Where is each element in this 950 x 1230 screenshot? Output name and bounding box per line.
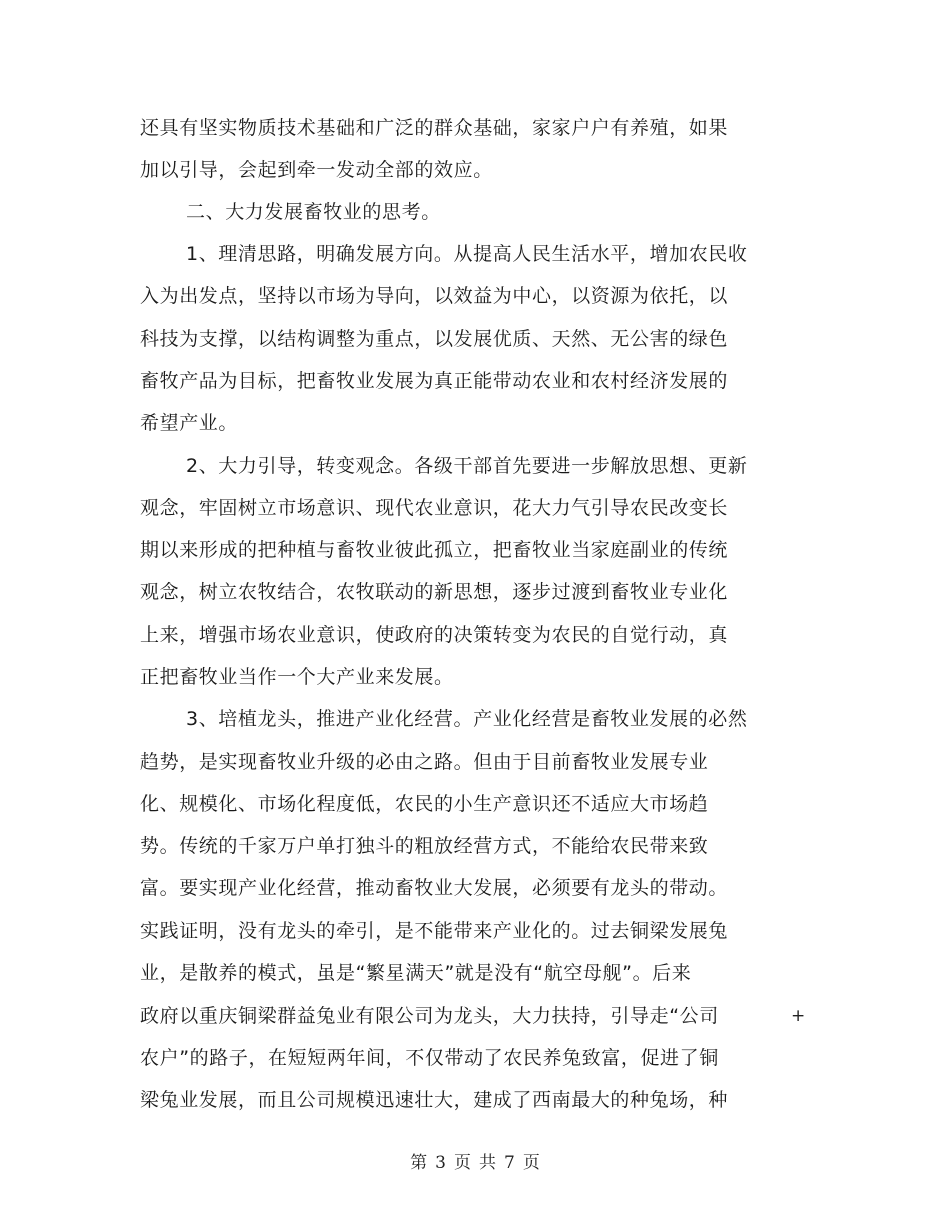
text-line: 实践证明，没有龙头的牵引，是不能带来产业化的。过去铜梁发展兔 [140,920,729,942]
text-line: 2、大力引导，转变观念。各级干部首先要进一步解放思想、更新 [186,455,748,477]
page-footer [0,1152,950,1174]
text-line: 政府以重庆铜梁群益兔业有限公司为龙头，大力扶持，引导走“公司 [140,1005,719,1027]
text-line: 科技为支撑，以结构调整为重点，以发展优质、天然、无公害的绿色 [140,328,729,350]
text-line: 加以引导，会起到牵一发动全部的效应。 [140,159,493,181]
text-line: 农户”的路子，在短短两年间，不仅带动了农民养兔致富，促进了铜 [140,1047,719,1069]
text-line: 还具有坚实物质技术基础和广泛的群众基础，家家户户有养殖，如果 [140,117,729,139]
text-line: 业，是散养的模式，虽是“繁星满天”就是没有“航空母舰”。后来 [140,962,692,984]
text-line: 上来，增强市场农业意识，使政府的决策转变为农民的自觉行动，真 [140,624,729,646]
footer-current-page: 3 [435,1153,446,1173]
text-line: 3、培植龙头，推进产业化经营。产业化经营是畜牧业发展的必然 [186,708,748,730]
text-line: 1、理清思路，明确发展方向。从提高人民生活水平，增加农民收 [186,243,748,265]
text-line: 观念，树立农牧结合，农牧联动的新思想，逐步过渡到畜牧业专业化 [140,581,729,603]
text-line: 入为出发点，坚持以市场为导向，以效益为中心，以资源为依托，以 [140,285,729,307]
margin-plus-mark: + [791,1006,806,1026]
text-line: 期以来形成的把种植与畜牧业彼此孤立，把畜牧业当家庭副业的传统 [140,539,729,561]
section-heading: 二、大力发展畜牧业的思考。 [186,201,441,223]
footer-total-prefix: 共 [479,1153,496,1173]
text-line: 富。要实现产业化经营，推动畜牧业大发展，必须要有龙头的带动。 [140,877,729,899]
footer-prefix: 第 [410,1153,428,1173]
text-line: 畜牧产品为目标，把畜牧业发展为真正能带动农业和农村经济发展的 [140,370,729,392]
text-line: 梁兔业发展，而且公司规模迅速壮大，建成了西南最大的种兔场，种 [140,1089,729,1111]
text-line: 势。传统的千家万户单打独斗的粗放经营方式，不能给农民带来致 [140,835,709,857]
footer-page-word: 页 [454,1153,471,1173]
text-line: 化、规模化、市场化程度低，农民的小生产意识还不适应大市场趋 [140,793,709,815]
text-line: 正把畜牧业当作一个大产业来发展。 [140,666,454,688]
text-line: 趋势，是实现畜牧业升级的必由之路。但由于目前畜牧业发展专业 [140,751,709,773]
footer-suffix: 页 [522,1153,540,1173]
text-line: 希望产业。 [140,412,239,434]
footer-total-pages: 7 [504,1153,515,1173]
text-line: 观念，牢固树立市场意识、现代农业意识，花大力气引导农民改变长 [140,497,729,519]
